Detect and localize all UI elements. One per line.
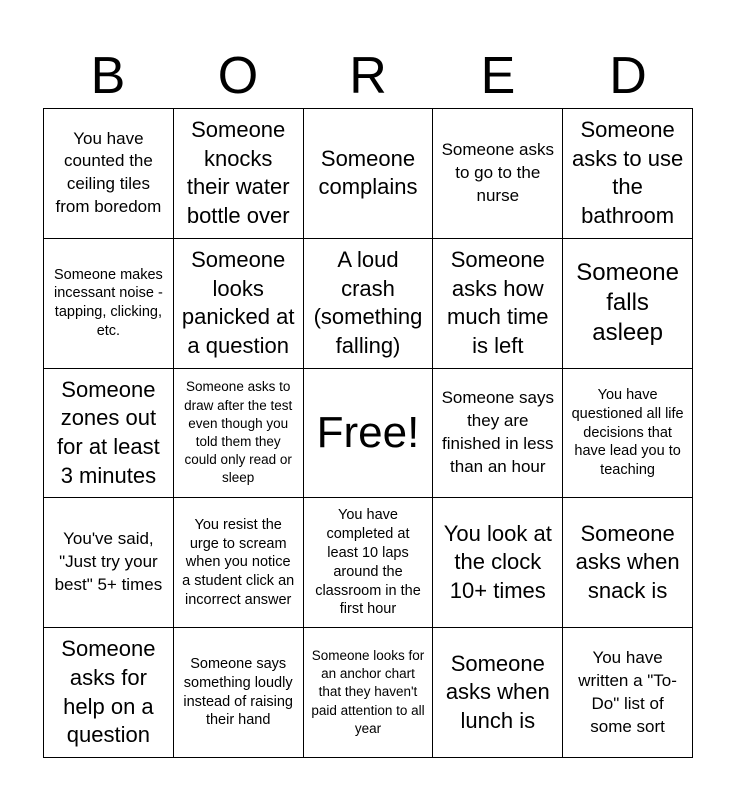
bingo-cell-r3-c4[interactable]: Someone says they are finished in less than an hour <box>433 369 563 499</box>
header-letter-b: B <box>90 47 126 105</box>
bingo-board <box>43 108 693 758</box>
bingo-cell-r1-c4[interactable]: Someone asks to go to the nurse <box>433 109 563 239</box>
bingo-cell-r4-c4[interactable]: You look at the clock 10+ times <box>433 498 563 628</box>
bingo-cell-r3-c1[interactable]: Someone zones out for at least 3 minutes <box>44 369 174 499</box>
header-letter-o: O <box>217 47 259 105</box>
bingo-cell-r1-c5[interactable]: Someone asks to use the bathroom <box>563 109 693 239</box>
bingo-cell-r5-c4[interactable]: Someone asks when lunch is <box>433 628 563 758</box>
bingo-header <box>43 44 693 108</box>
header-letter-r: R <box>349 47 387 105</box>
bingo-cell-r4-c3[interactable]: You have completed at least 10 laps around the classroom in the first hour <box>304 498 434 628</box>
bingo-cell-r2-c5[interactable]: Someone falls asleep <box>563 239 693 369</box>
bingo-cell-r1-c1[interactable]: You have counted the ceiling tiles from boredom <box>44 109 174 239</box>
bingo-cell-free[interactable]: Free! <box>304 369 434 499</box>
bingo-cell-r3-c2[interactable]: Someone asks to draw after the test even though you told them they could only read or sleep <box>174 369 304 499</box>
bingo-cell-r5-c1[interactable]: Someone asks for help on a question <box>44 628 174 758</box>
bingo-cell-r3-c5[interactable]: You have questioned all life decisions that have lead you to teaching <box>563 369 693 499</box>
bingo-cell-r4-c5[interactable]: Someone asks when snack is <box>563 498 693 628</box>
bingo-cell-r2-c2[interactable]: Someone looks panicked at a question <box>174 239 304 369</box>
header-letter-e: E <box>480 47 516 105</box>
bingo-cell-r5-c3[interactable]: Someone looks for an anchor chart that they haven't paid attention to all year <box>304 628 434 758</box>
bingo-cell-r1-c3[interactable]: Someone complains <box>304 109 434 239</box>
bingo-cell-r5-c2[interactable]: Someone says something loudly instead of raising their hand <box>174 628 304 758</box>
bingo-cell-r4-c1[interactable]: You've said, "Just try your best" 5+ times <box>44 498 174 628</box>
bingo-cell-r5-c5[interactable]: You have written a "To-Do" list of some sort <box>563 628 693 758</box>
bingo-cell-r4-c2[interactable]: You resist the urge to scream when you notice a student click an incorrect answer <box>174 498 304 628</box>
bingo-cell-r2-c3[interactable]: A loud crash (something falling) <box>304 239 434 369</box>
bingo-cell-r2-c4[interactable]: Someone asks how much time is left <box>433 239 563 369</box>
bingo-cell-r1-c2[interactable]: Someone knocks their water bottle over <box>174 109 304 239</box>
header-letter-d: D <box>609 47 647 105</box>
bingo-cell-r2-c1[interactable]: Someone makes incessant noise - tapping, clicking, etc. <box>44 239 174 369</box>
